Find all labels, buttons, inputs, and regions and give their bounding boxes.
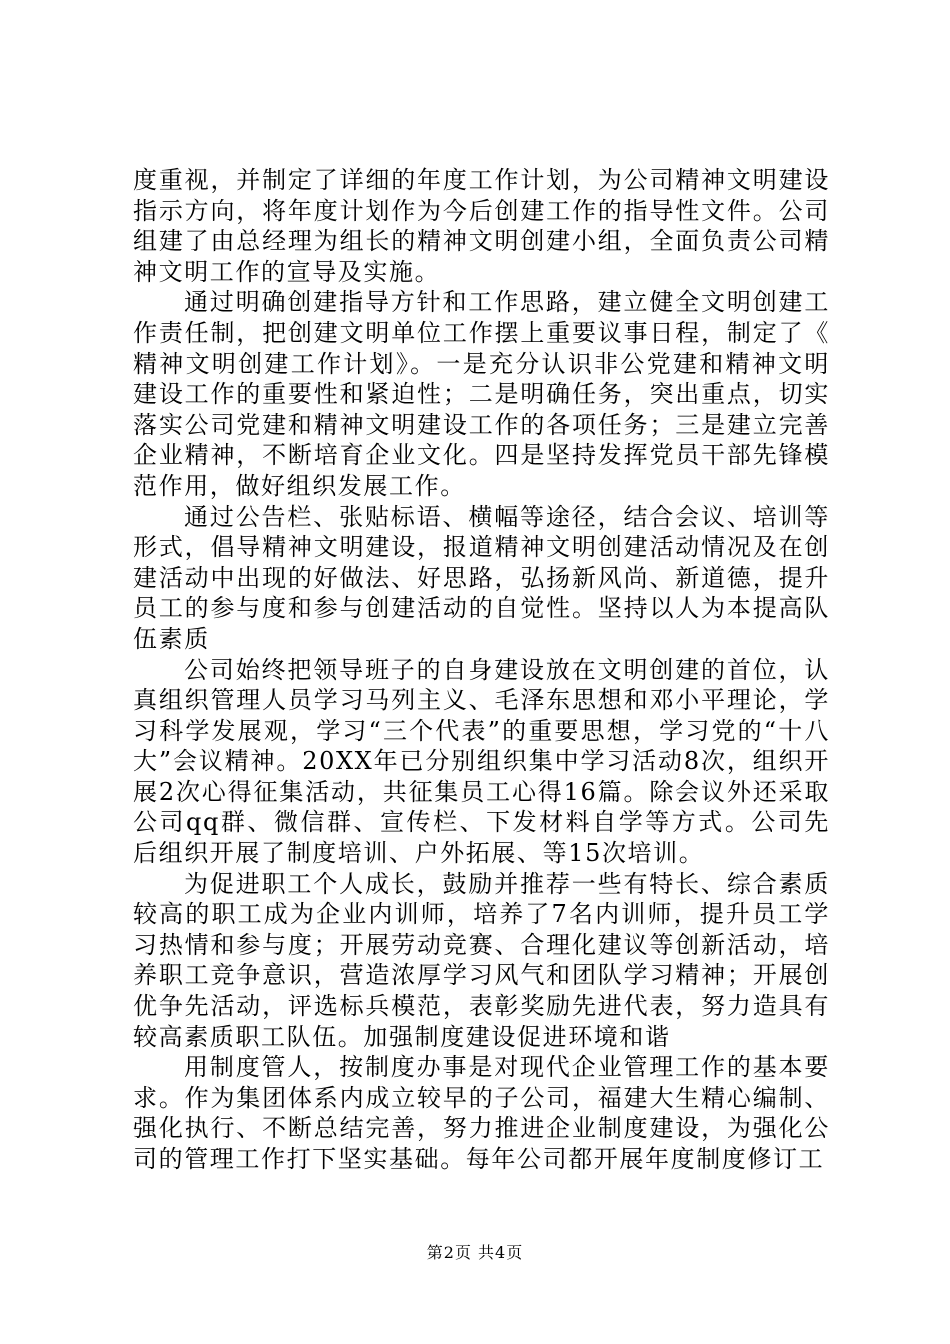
paragraph-responsibility-system: 通过明确创建指导方针和工作思路，建立健全文明创建工作责任制，把创建文明单位工作摆上重要议事日程，制定了《精神文明创建工作计划》。一是充分认识非公党建和精神文明建设工作的重要性和紧迫性；二是明确任务，突出重点，切实落实公司党建和精神文明建设工作的各项任务；三是建立完善企业精神，不断培育企业文化。四是坚持发挥党员干部先锋模范作用，做好组织发展工作。 <box>133 288 830 500</box>
page-number-footer: 第2页 共4页 <box>426 1243 524 1262</box>
paragraph-continuation: 度重视，并制定了详细的年度工作计划，为公司精神文明建设指示方向，将年度计划作为今后创建工作的指导性文件。公司组建了由总经理为组长的精神文明创建小组，全面负责公司精神文明工作的宣导及实施。 <box>133 166 830 286</box>
paragraph-staff-growth: 为促进职工个人成长，鼓励并推荐一些有特长、综合素质较高的职工成为企业内训师，培养了7名内训师，提升员工学习热情和参与度；开展劳动竞赛、合理化建议等创新活动，培养职工竞争意识，营造浓厚学习风气和团队学习精神；开展创优争先活动，评选标兵模范，表彰奖励先进代表，努力造具有较高素质职工队伍。加强制度建设促进环境和谐 <box>133 869 830 1051</box>
paragraph-leadership-study: 公司始终把领导班子的自身建设放在文明创建的首位，认真组织管理人员学习马列主义、毛泽东思想和邓小平理论，学习科学发展观，学习“三个代表”的重要思想，学习党的“十八大”会议精神。20XX年已分别组织集中学习活动8次，组织开展2次心得征集活动，共征集员工心得16篇。除会议外还采取公司qq群、微信群、宣传栏、下发材料自学等方式。公司先后组织开展了制度培训、户外拓展、等15次培训。 <box>133 655 830 868</box>
paragraph-publicity: 通过公告栏、张贴标语、横幅等途径，结合会议、培训等形式，倡导精神文明建设，报道精神文明创建活动情况及在创建活动中出现的好做法、好思路，弘扬新风尚、新道德，提升员工的参与度和参与创建活动的自觉性。坚持以人为本提高队伍素质 <box>133 502 830 653</box>
paragraph-institution-building: 用制度管人，按制度办事是对现代企业管理工作的基本要求。作为集团体系内成立较早的子公司，福建大生精心编制、强化执行、不断总结完善，努力推进企业制度建设，为强化公司的管理工作打下坚实基础。每年公司都开展年度制度修订工 <box>133 1053 830 1173</box>
document-body <box>133 165 830 1175</box>
